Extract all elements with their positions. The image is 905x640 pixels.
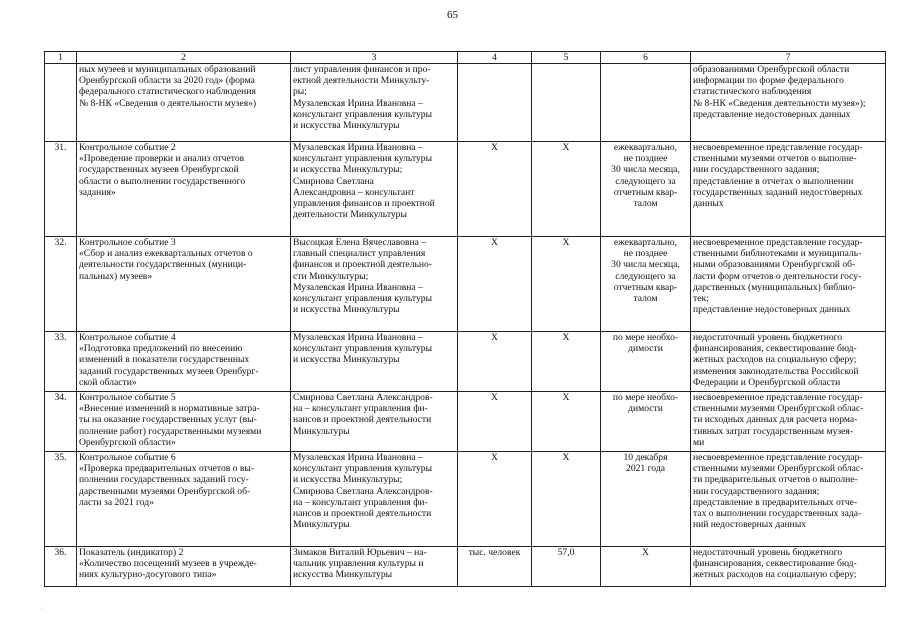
cell-line: государственных заданий недостоверных [693, 186, 863, 198]
cell-line: Музалевская Ирина Ивановна – [293, 97, 423, 109]
cell-line: 30 числа месяца, [611, 164, 680, 176]
cell-line: 10 декабря [623, 452, 668, 463]
responsible-cell [291, 547, 458, 587]
cell-line: Контрольное событие 2 [79, 142, 176, 153]
cell-line: статистического наблюдения [693, 86, 812, 98]
cell-line: отчетным квар- [613, 281, 678, 293]
row-number-cell: 35. [45, 452, 77, 547]
cell-line: федерального статистического наблюдения [79, 86, 256, 98]
deadline-cell [601, 452, 691, 547]
cell-line: ектной деятельности Минкульту- [293, 75, 430, 87]
column-number-row [45, 52, 886, 64]
cell-line: ными образованиями Оренбургской об- [693, 259, 856, 271]
cell-line: ственными музеями Оренбургской облас- [693, 463, 864, 475]
cell-line: «Проведение проверки и анализ отчетов [79, 153, 245, 165]
cell-line: Александровна – консультант [293, 186, 415, 198]
cell-line: консультант управления культуры [293, 343, 433, 355]
column-number: 3 [291, 52, 458, 64]
cell-line: отчетным квар- [613, 186, 678, 198]
value-cell: Х [532, 142, 601, 237]
cell-line: на – консультант управления фи- [293, 496, 428, 508]
unit-cell: тыс. человек [458, 547, 532, 587]
unit-cell: Х [458, 237, 532, 332]
cell-line: димости [628, 403, 663, 415]
cell-line: Контрольное событие 3 [79, 237, 176, 248]
cell-line: искусства Минкультуры [293, 569, 393, 581]
cell-line: Музалевская Ирина Ивановна – [293, 452, 423, 463]
cell-line: дарственных (муниципальных) библио- [693, 281, 856, 293]
unit-cell [458, 64, 532, 142]
row-number-cell: 34. [45, 392, 77, 452]
deadline-cell [601, 237, 691, 332]
cell-line: ний недостоверных данных [693, 519, 807, 531]
cell-line: несвоевременное представление государ- [693, 392, 863, 403]
row-number-cell [45, 64, 77, 142]
cell-line: не позднее [623, 248, 668, 260]
cell-line: ми [693, 436, 705, 448]
cell-line: тах о выполнении государственных зада- [693, 508, 862, 520]
cell-line: № 8-НК «Сведения деятельности музея»); [693, 97, 866, 109]
cell-line: Оренбургской области» [79, 436, 176, 448]
cell-line: Музалевская Ирина Ивановна – [293, 281, 423, 293]
cell-line: Высоцкая Елена Вячеславовна – [293, 237, 427, 248]
event-name-cell [77, 142, 291, 237]
cell-line: и искусства Минкультуры [293, 304, 400, 316]
cell-line: Смирнова Светлана Александров- [293, 485, 433, 497]
cell-line: области о выполнении государственного [79, 175, 246, 187]
cell-line: финансирования, секвестирование бюд- [693, 343, 857, 355]
unit-cell: Х [458, 142, 532, 237]
table-row [45, 452, 886, 547]
risk-cell [691, 452, 886, 547]
risk-cell [691, 142, 886, 237]
column-number: 7 [691, 52, 886, 64]
cell-line: ти исходных данных для расчета норма- [693, 414, 858, 426]
cell-line: № 8-НК «Сведения о деятельности музея») [79, 97, 257, 109]
responsible-cell [291, 142, 458, 237]
column-number: 5 [532, 52, 601, 64]
cell-line: Музалевская Ирина Ивановна – [293, 332, 423, 343]
cell-line: чальник управления культуры и [293, 558, 424, 570]
table-row [45, 142, 886, 237]
table-row [45, 332, 886, 392]
value-cell [532, 64, 601, 142]
cell-line: и искусства Минкультуры [293, 354, 400, 366]
scan-artifact: · [40, 606, 42, 612]
cell-line: Музалевская Ирина Ивановна – [293, 142, 423, 153]
cell-line: недостаточный уровень бюджетного [693, 332, 843, 343]
cell-line: 30 числа месяца, [611, 259, 680, 271]
cell-line: на – консультант управления фи- [293, 403, 428, 415]
cell-line: ежеквартально, [613, 237, 678, 248]
event-name-cell [77, 237, 291, 332]
cell-line: ти предварительных отчетов о выполне- [693, 474, 858, 486]
risk-cell [691, 547, 886, 587]
table-row [45, 64, 886, 142]
cell-line: тек; [693, 293, 709, 305]
cell-line: ственными музеями отчетов о выполне- [693, 153, 857, 165]
cell-line: представление в предварительных отче- [693, 496, 858, 508]
cell-line: несвоевременное представление государ- [693, 237, 863, 248]
page-number: 65 [447, 9, 458, 21]
deadline-cell [601, 142, 691, 237]
value-cell: Х [532, 237, 601, 332]
cell-line: ласти за 2021 год» [79, 496, 154, 508]
cell-line: задания» [79, 186, 116, 198]
cell-line: по мере необхо- [612, 332, 679, 343]
cell-line: тивных затрат государственным музея- [693, 425, 854, 437]
cell-line: представление в отчетах о выполнении [693, 175, 854, 187]
cell-line: недостаточный уровень бюджетного [693, 547, 843, 558]
deadline-cell [601, 392, 691, 452]
cell-line: представление недостоверных данных [693, 108, 851, 120]
cell-line: полнение работ) государственными музеями [79, 425, 262, 437]
cell-line: нансов и проектной деятельности [293, 508, 432, 520]
cell-line: Х [642, 547, 649, 558]
cell-line: данных [693, 198, 724, 210]
cell-line: Показатель (индикатор) 2 [79, 547, 184, 558]
cell-line: изменения законодательства Российской [693, 365, 859, 377]
table-row [45, 547, 886, 587]
risk-cell [691, 64, 886, 142]
cell-line: талом [633, 293, 658, 305]
responsible-cell [291, 237, 458, 332]
cell-line: Минкультуры [293, 425, 350, 437]
cell-line: Контрольное событие 5 [79, 392, 176, 403]
event-name-cell [77, 332, 291, 392]
control-events-table [44, 51, 886, 587]
cell-line: нансов и проектной деятельности [293, 414, 432, 426]
cell-line: нии государственного задания; [693, 164, 820, 176]
value-cell: Х [532, 392, 601, 452]
cell-line: ных музеев и муниципальных образований [79, 64, 256, 75]
cell-line: ласти форм отчетов о деятельности госу- [693, 270, 862, 282]
cell-line: ежеквартально, [613, 142, 678, 153]
cell-line: лист управления финансов и про- [293, 64, 431, 75]
column-number: 1 [45, 52, 77, 64]
cell-line: Минкультуры [293, 519, 350, 531]
cell-line: Федерации и Оренбургской области [693, 376, 841, 388]
event-name-cell [77, 452, 291, 547]
cell-line: заданий государственных музеев Оренбург- [79, 365, 259, 377]
cell-line: ты на оказание государственных услуг (вы- [79, 414, 257, 426]
risk-cell [691, 332, 886, 392]
value-cell: Х [532, 452, 601, 547]
cell-line: талом [633, 198, 658, 210]
cell-line: деятельности Минкультуры [293, 209, 407, 221]
cell-line: «Подготовка предложений по внесению [79, 343, 243, 355]
cell-line: ры; [293, 86, 307, 98]
cell-line: Смирнова Светлана Александров- [293, 392, 433, 403]
cell-line: изменений в показатели государственных [79, 354, 250, 366]
value-cell: 57,0 [532, 547, 601, 587]
cell-line: «Внесение изменений в нормативные затра- [79, 403, 260, 415]
cell-line: жетных расходов на социальную сферу; [693, 354, 857, 366]
row-number-cell: 33. [45, 332, 77, 392]
cell-line: консультант управления культуры [293, 153, 433, 165]
cell-line: димости [628, 343, 663, 355]
risk-cell [691, 237, 886, 332]
cell-line: дарственными музеями Оренбургской об- [79, 485, 251, 497]
cell-line: консультант управления культуры [293, 108, 433, 120]
event-name-cell [77, 547, 291, 587]
row-number-cell: 32. [45, 237, 77, 332]
cell-line: консультант управления культуры [293, 463, 433, 475]
deadline-cell [601, 64, 691, 142]
cell-line: ственными музеями Оренбургской облас- [693, 403, 864, 415]
cell-line: деятельности государственных (муници- [79, 259, 247, 271]
deadline-cell [601, 332, 691, 392]
cell-line: «Сбор и анализ ежеквартальных отчетов о [79, 248, 253, 260]
cell-line: Контрольное событие 6 [79, 452, 176, 463]
cell-line: ской области» [79, 376, 137, 388]
cell-line: финансирования, секвестирование бюд- [693, 558, 857, 570]
cell-line: консультант управления культуры [293, 293, 433, 305]
cell-line: Контрольное событие 4 [79, 332, 176, 343]
cell-line: нии государственного задания; [693, 485, 820, 497]
cell-line: пальных) музеев» [79, 270, 153, 282]
risk-cell [691, 392, 886, 452]
cell-line: ственными библиотеками и муниципаль- [693, 248, 862, 260]
cell-line: 2021 года [626, 463, 665, 475]
cell-line: Зимаков Виталий Юрьевич – на- [293, 547, 427, 558]
cell-line: следующего за [615, 175, 676, 187]
cell-line: и искусства Минкультуры; [293, 474, 403, 486]
row-number-cell: 36. [45, 547, 77, 587]
column-number: 4 [458, 52, 532, 64]
cell-line: Оренбургской области за 2020 год» (форма [79, 75, 255, 87]
cell-line: информации по форме федерального [693, 75, 844, 87]
deadline-cell [601, 547, 691, 587]
row-number-cell: 31. [45, 142, 77, 237]
responsible-cell [291, 64, 458, 142]
cell-line: «Количество посещений музеев в учрежде- [79, 558, 257, 570]
cell-line: образованиями Оренбургской области [693, 64, 850, 75]
table-row [45, 237, 886, 332]
event-name-cell [77, 392, 291, 452]
unit-cell: Х [458, 452, 532, 547]
cell-line: следующего за [615, 270, 676, 282]
cell-line: жетных расходов на социальную сферу; [693, 569, 857, 581]
cell-line: несвоевременное представление государ- [693, 452, 863, 463]
value-cell: Х [532, 332, 601, 392]
cell-line: представление недостоверных данных [693, 304, 851, 316]
cell-line: государственных музеев Оренбургской [79, 164, 239, 176]
cell-line: ниях культурно-досугового типа» [79, 569, 217, 581]
responsible-cell [291, 452, 458, 547]
column-number: 6 [601, 52, 691, 64]
cell-line: полнении государственных заданий госу- [79, 474, 249, 486]
table-row [45, 392, 886, 452]
event-name-cell [77, 64, 291, 142]
cell-line: и искусства Минкультуры [293, 120, 400, 132]
responsible-cell [291, 332, 458, 392]
cell-line: несвоевременное представление государ- [693, 142, 863, 153]
cell-line: Смирнова Светлана [293, 175, 374, 187]
cell-line: по мере необхо- [612, 392, 679, 403]
cell-line: главный специалист управления [293, 248, 426, 260]
responsible-cell [291, 392, 458, 452]
cell-line: не позднее [623, 153, 668, 165]
unit-cell: Х [458, 392, 532, 452]
column-number: 2 [77, 52, 291, 64]
cell-line: финансов и проектной деятельно- [293, 259, 432, 271]
unit-cell: Х [458, 332, 532, 392]
cell-line: сти Минкультуры; [293, 270, 369, 282]
cell-line: «Проверка предварительных отчетов о вы- [79, 463, 255, 475]
cell-line: и искусства Минкультуры; [293, 164, 403, 176]
cell-line: управления финансов и проектной [293, 198, 435, 210]
